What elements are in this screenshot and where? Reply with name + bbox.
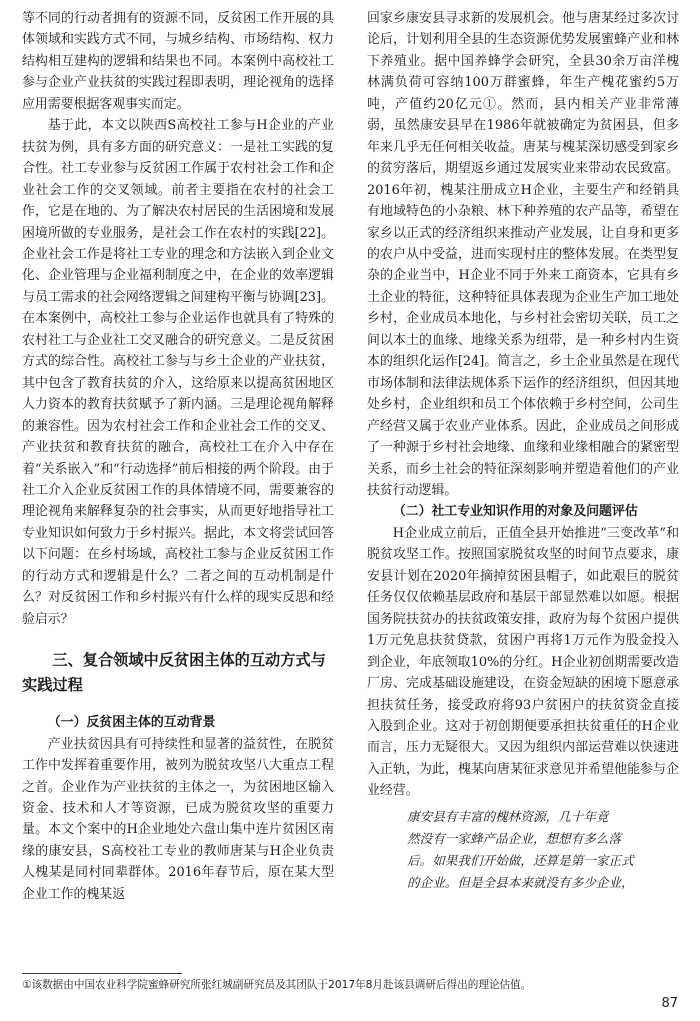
footnote: ①该数据由中国农业科学院蜜蜂研究所张红城副研究员及其团队于2017年8月赴该县调研后得出的理论估值。	[22, 979, 532, 991]
quote-line: 然没有一家蜂产品企业，想想有多么落	[407, 830, 622, 846]
quote-line: 的企业。但是全县本来就没有多少企业，	[407, 874, 634, 890]
paragraph-continuation-right: 回家乡康安县寻求新的发展机会。他与唐某经过多次讨论后，计划利用全县的生态资源优势发展蜜蜂产业和林下养殖业。据中国养蜂学会研究，全县30余万亩洋槐林满负荷可容纳100万群蜜蜂，年生产槐花蜜约5万吨，产值约20亿元①。然而，县内相关产业非常薄弱，虽然康安县早在1986年就被确定为贫困县，但多年来几乎无任何相关收益。唐某与槐某深切感受到家乡的贫穷落后，期望返乡通过发展实业来带动农民致富。2016年初，槐某注册成立H企业，主要生产和经销具有地域特色的小杂粮、林下种养殖的农产品等，希望在家乡以正式的经济组织来推动产业发展，让自身和更多的农户从中受益，进而实现村庄的整体发展。在类型复杂的企业当中，H企业不同于外来工商资本，它具有乡土企业的特征，这种特征具体表现为企业生产加工地处乡村，企业成员本地化，与乡村社会密切关联，员工之间以本土的血缘、地缘关系为纽带，是一种乡村内生资本的组织化运作[24]。简言之，乡土企业虽然是在现代市场体制和法律法规体系下运作的经济组织，但因其地处乡村，企业组织和员工个体依赖于乡村空间，公司生产经营又属于农业产业体系。因此，企业成员之间形成了一种源于乡村社会地缘、血缘和业缘相融合的紧密型关系，而乡土社会的特征深刻影响并塑造着他们的产业扶贫行动逻辑。	[367, 11, 679, 498]
paragraph-evaluation: H企业成立前后，正值全县开始推进“三变改革”和脱贫攻坚工作。按照国家脱贫攻坚的时间节点要求，康安县计划在2020年摘掉贫困县帽子，如此艰巨的脱贫任务仅仅依赖基层政府和基层干部显然难以如愿。根据国务院扶贫办的扶贫政策安排，政府为每个贫困户提供1万元免息扶贫贷款，贫困户再将1万元作为股金投入到企业，年底领取10%的分红。H企业初创期需要改造厂房、完成基础设施建设，在资金短缺的困境下愿意承担扶贫任务，接受政府将93户贫困户的扶贫资金直接入股到企业。这对于初创期便要承担扶贫重任的H企业而言，压力无疑很大。又因为组织内部运营难以快速进入正轨，为此，槐某向唐某征求意见并希望他能参与企业经营。	[367, 525, 679, 799]
footnote-divider	[22, 973, 182, 974]
left-column	[22, 8, 334, 905]
quote-line: 后。如果我们开始做，还算是第一家正式	[407, 852, 634, 868]
paragraph-continuation: 等不同的行动者拥有的资源不同，反贫困工作开展的具体领域和实践方式不同，与城乡结构、市场结构、权力结构相互建构的逻辑和结果也不同。本案例中高校社工参与企业产业扶贫的实践过程即表明，理论视角的选择应用需要根据客观事实而定。	[22, 11, 334, 112]
subsection-title-evaluation: （二）社工专业知识作用的对象及问题评估	[392, 504, 638, 520]
paragraph-background: 产业扶贫因具有可持续性和显著的益贫性，在脱贫工作中发挥着重要作用，被列为脱贫攻坚八大重点工程之首。企业作为产业扶贫的主体之一，为贫困地区输入资金、技术和人才等资源，已成为脱贫攻坚的重要力量。本文个案中的H企业地处六盘山集中连片贫困区南缘的康安县，S高校社工专业的教师唐某与H企业负责人槐某是同村同辈群体。2016年春节后，原在某大型企业工作的槐某返	[22, 736, 334, 902]
paragraph-research-significance: 基于此，本文以陕西S高校社工参与H企业的产业扶贫为例，具有多方面的研究意义：一是社工实践的复合性。社工专业参与反贫困工作属于农村社会工作和企业社会工作的交叉领域。前者主要指在农村的社会工作，它是在地的、为了解决农村居民的生活困境和发展困境所做的专业服务，是社会工作在农村的实践[22]。企业社会工作是将社工专业的理念和方法嵌入到企业文化、企业管理与企业福利制度之中，在企业的效率逻辑与员工需求的社会网络逻辑之间建构平衡与协调[23]。在本案例中，高校社工参与企业运作也就具有了特殊的农村社工与企业社工交叉融合的研究意义。二是反贫困方式的综合性。高校社工参与与乡土企业的产业扶贫，其中包含了教育扶贫的介入，这给原来以提高贫困地区人力资本的教育扶贫赋予了新内涵。三是理论视角解释的兼容性。因为农村社会工作和企业社会工作的交叉、产业扶贫和教育扶贫的融合，高校社工在介入中存在着“关系嵌入”和“行动选择”前后相接的两个阶段。由于社工介入企业反贫困工作的具体情境不同，需要兼容的理论视角来解释复杂的社会事实，从而更好地指导社工专业知识如何致力于乡村振兴。据此，本文将尝试回答以下问题：在乡村场域，高校社工参与企业反贫困工作的行动方式和逻辑是什么？二者之间的互动机制是什么？对反贫困工作和乡村振兴有什么样的现实反思和经验启示？	[22, 118, 334, 627]
page-number: 87	[661, 996, 678, 1011]
quote-line: 康安县有丰富的槐林资源，几十年竟	[407, 808, 609, 824]
interview-quote	[407, 806, 675, 894]
section-title: 三、复合领域中反贫困主体的互动方式与实践过程	[22, 651, 326, 695]
subsection-title-background: （一）反贫困主体的互动背景	[47, 715, 216, 731]
right-column	[367, 8, 679, 894]
